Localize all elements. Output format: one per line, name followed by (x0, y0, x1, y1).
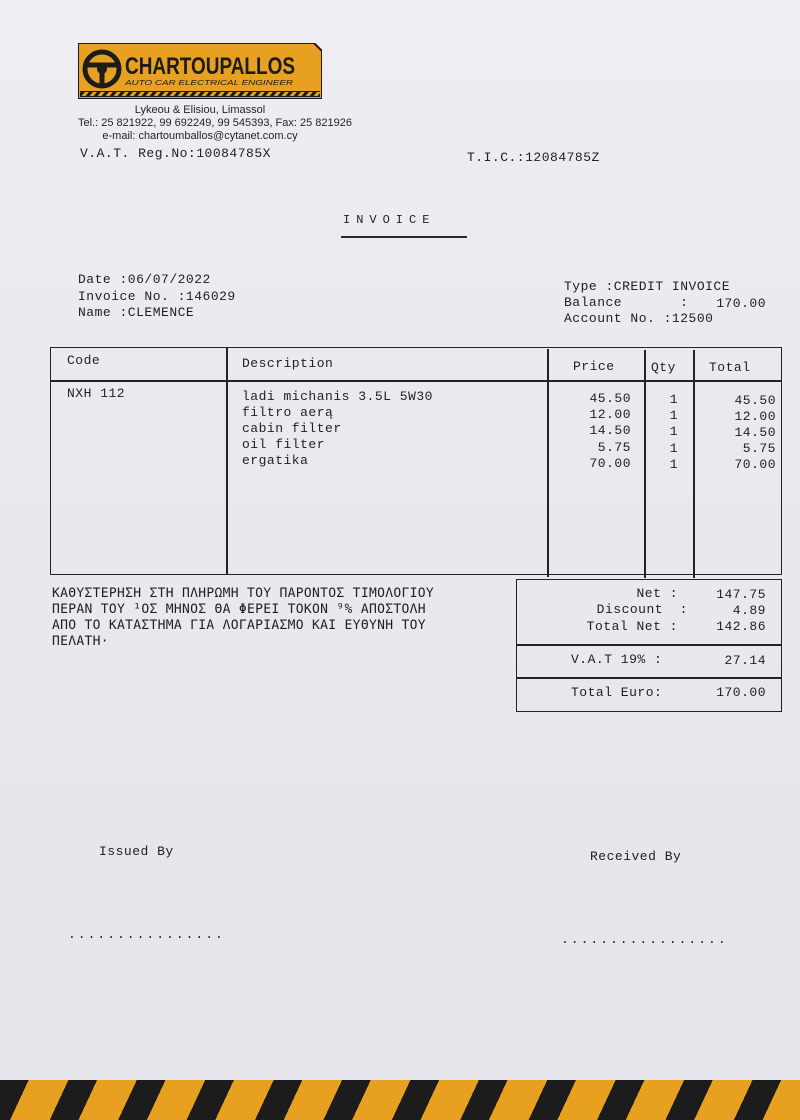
total-net-value: 142.86 (716, 619, 766, 634)
net-value: 147.75 (716, 587, 766, 602)
total-euro-label: Total Euro: (571, 685, 663, 700)
vat-value: 27.14 (724, 653, 766, 668)
item-description: cabin filter (242, 421, 342, 436)
company-phones: Tel.: 25 821922, 99 692249, 99 545393, Fax: 25 821926 (78, 117, 353, 129)
vat-label: V.A.T 19% : (571, 652, 663, 667)
item-description: filtro aerą (242, 405, 334, 420)
header-price: Price (573, 359, 615, 374)
total-euro-value: 170.00 (716, 685, 766, 700)
header-description: Description (242, 356, 334, 371)
item-qty: 1 (669, 392, 678, 407)
invoice-title: INVOICE (343, 213, 436, 227)
title-underline (341, 236, 467, 238)
svg-text:AUTO CAR ELECTRICAL ENGINEER: AUTO CAR ELECTRICAL ENGINEER (123, 80, 293, 87)
payment-notice-line: ΠΕΛΑΤΗ· (52, 634, 109, 649)
item-price: 12.00 (589, 407, 631, 422)
payment-notice-line: ΑΠΟ ΤΟ ΚΑΤΑΣΤΗΜΑ ΓΙΑ ΛΟΓΑΡΙΑΣΜΟ ΚΑΙ ΕΥΘΥΝΗ ΤΟΥ (52, 618, 426, 633)
item-total: 70.00 (734, 457, 776, 472)
item-total: 45.50 (734, 393, 776, 408)
hazard-stripe-border (0, 1080, 800, 1120)
item-total: 12.00 (734, 409, 776, 424)
item-price: 5.75 (597, 440, 631, 455)
svg-text:CHARTOUPALLOS: CHARTOUPALLOS (125, 53, 295, 80)
issued-signature-line: ................ (68, 927, 225, 942)
balance-label: Balance (564, 295, 623, 310)
item-description: ergatika (242, 453, 309, 468)
item-description: ladi michanis 3.5L 5W30 (242, 389, 433, 404)
item-price: 70.00 (589, 456, 631, 471)
company-address: Lykeou & Elisiou, Limassol (134, 104, 266, 116)
header-qty: Qty (651, 360, 676, 375)
company-logo (78, 43, 322, 99)
invoice-date: Date :06/07/2022 (78, 272, 211, 287)
table-header-divider (50, 380, 782, 382)
net-label: Net : (636, 586, 678, 601)
payment-notice-line: ΚΑΘΥΣΤΕΡΗΣΗ ΣΤΗ ΠΛΗΡΩΜΗ ΤΟΥ ΠΑΡΟΝΤΟΣ ΤΙΜΟΛΟΓΙΟΥ (52, 586, 434, 601)
item-code: NXH 112 (67, 386, 126, 401)
item-price: 14.50 (589, 423, 631, 438)
item-qty: 1 (669, 457, 678, 472)
balance-colon: : (680, 295, 689, 310)
item-total: 5.75 (742, 441, 776, 456)
item-total: 14.50 (734, 425, 776, 440)
header-total: Total (709, 360, 751, 375)
item-qty: 1 (669, 408, 678, 423)
payment-notice-line: ΠΕΡΑΝ ΤΟΥ ¹ΟΣ ΜΗΝΟΣ ΘΑ ΦΕΡΕΙ ΤΟΚΟΝ ⁹% ΑΠΟΣΤΟΛΗ (52, 602, 426, 617)
item-price: 45.50 (589, 391, 631, 406)
invoice-type: Type :CREDIT INVOICE (564, 279, 731, 294)
company-email: e-mail: chartoumballos@cytanet.com.cy (102, 130, 298, 142)
received-by-label: Received By (590, 849, 682, 864)
account-number: Account No. :12500 (564, 311, 714, 326)
discount-label: Discount : (596, 602, 688, 617)
item-description: oil filter (242, 437, 326, 452)
vat-reg-number: V.A.T. Reg.No:10084785X (80, 146, 271, 161)
header-code: Code (67, 353, 101, 368)
item-qty: 1 (669, 424, 678, 439)
tic-number: T.I.C.:12084785Z (467, 150, 600, 165)
discount-value: 4.89 (732, 603, 766, 618)
customer-name: Name :CLEMENCE (78, 305, 195, 320)
invoice-number: Invoice No. :146029 (78, 289, 236, 304)
total-net-label: Total Net : (586, 619, 678, 634)
received-signature-line: ................. (561, 932, 728, 947)
balance-value: 170.00 (716, 296, 766, 311)
issued-by-label: Issued By (99, 844, 174, 859)
item-qty: 1 (669, 441, 678, 456)
